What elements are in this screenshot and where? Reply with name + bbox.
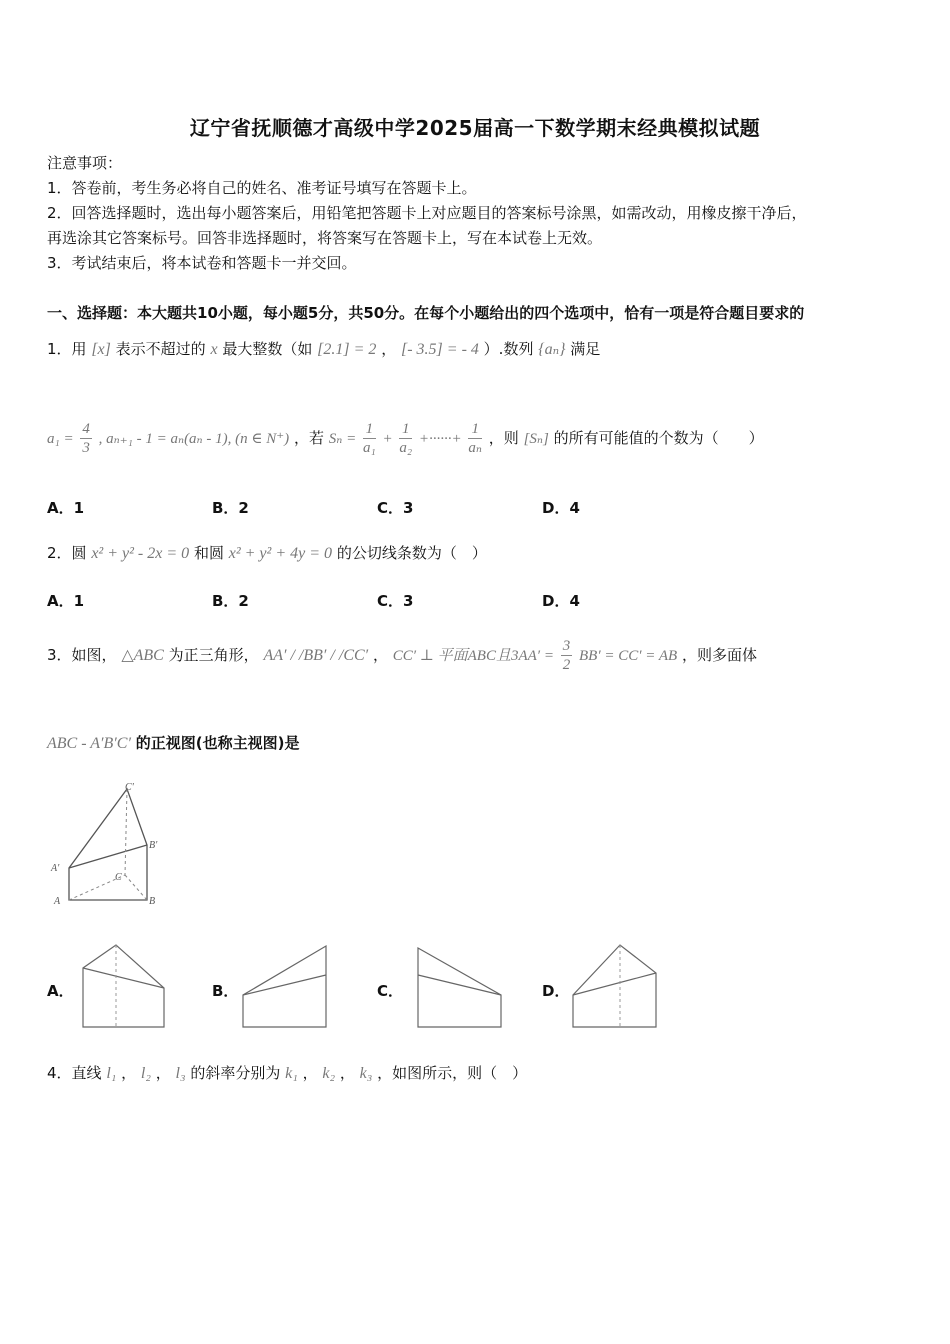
q3-option-b[interactable]: B． — [212, 982, 239, 1000]
q1-math-floor-sn: [Sₙ] — [523, 431, 549, 447]
q4-math-l2: l₂ — [140, 1065, 151, 1082]
question-1-line-1 — [47, 338, 600, 361]
q3-number: 3．如图， — [47, 646, 117, 664]
q3-label-a1: A' — [51, 863, 60, 874]
q3-math-parallel: AA′ / /BB′ / /CC′ — [263, 647, 369, 664]
question-4 — [47, 1062, 527, 1085]
q1-fraction-3-den: aₙ — [468, 440, 482, 456]
q2-option-d[interactable]: D．4 — [542, 592, 580, 610]
q1-math-floor-x: [x] — [91, 341, 111, 358]
q2-text-2: 的公切线条数为（ ） — [336, 544, 487, 562]
q4-math-k3: k₃ — [359, 1065, 373, 1082]
q4-number: 4．直线 — [47, 1064, 102, 1082]
q1-plus-ellipsis: +······+ — [418, 431, 462, 447]
q3-text-3: ，则多面体 — [682, 646, 758, 664]
q3-option-b-edge — [243, 975, 326, 995]
q1-fraction-3 — [468, 420, 482, 457]
q4-math-k2: k₂ — [322, 1065, 336, 1082]
q2-option-b[interactable]: B．2 — [212, 592, 249, 610]
q3-math-condition-1: CC′ ⊥ 平面ABC且3AA′ = — [392, 648, 554, 664]
q1-math-example-2: [- 3.5] = - 4 — [400, 341, 479, 358]
q1-fraction-2 — [399, 420, 412, 457]
question-2 — [47, 542, 487, 565]
q3-label-c1: C' — [125, 782, 134, 793]
q1-fraction-4-3 — [80, 420, 92, 457]
q3-option-a-outline — [83, 945, 164, 1027]
q1-option-c[interactable]: C．3 — [377, 499, 414, 517]
q3-option-a-view[interactable] — [80, 940, 170, 1030]
q3-text-4: 的正视图(也称主视图)是 — [135, 734, 300, 752]
q3-option-b-view[interactable] — [240, 940, 330, 1030]
q3-figure-hidden-cb — [125, 875, 147, 900]
q3-figure-hidden-cc1 — [125, 789, 127, 875]
q2-math-circle-1: x² + y² - 2x = 0 — [91, 545, 190, 562]
q1-text-5: 满足 — [570, 340, 601, 358]
q3-option-d-view[interactable] — [570, 940, 660, 1030]
q2-text-1: 和圆 — [193, 544, 224, 562]
q3-figure-edge-a1-b1 — [69, 845, 147, 868]
q3-option-c[interactable]: C． — [377, 982, 404, 1000]
q3-option-c-edge — [418, 975, 501, 995]
q4-sep-1: ， — [121, 1064, 137, 1082]
q3-option-c-view[interactable] — [415, 940, 505, 1030]
q3-fraction-3-2 — [561, 637, 573, 674]
q4-sep-3: ， — [302, 1064, 318, 1082]
q1-option-a[interactable]: A．1 — [47, 499, 85, 517]
q3-option-b-outline — [243, 946, 326, 1027]
q1-fraction-1-den: a₁ — [362, 440, 376, 456]
q4-sep-4: ， — [339, 1064, 355, 1082]
q3-text-2: ， — [372, 646, 388, 664]
q1-math-x: x — [210, 341, 218, 358]
notice-item-1: 1．答卷前，考生务必将自己的姓名、准考证号填写在答题卡上。 — [47, 179, 477, 197]
notice-heading: 注意事项： — [47, 154, 123, 172]
q1-fraction-4-3-num: 4 — [82, 421, 90, 437]
q1-number: 1．用 — [47, 340, 87, 358]
q3-math-condition-2: BB′ = CC′ = AB — [579, 648, 678, 664]
q4-text-1: 的斜率分别为 — [190, 1064, 281, 1082]
q4-sep-2: ， — [155, 1064, 171, 1082]
question-1-line-2 — [47, 418, 764, 459]
q1-math-sequence: {aₙ} — [538, 341, 566, 358]
question-3-line-1 — [47, 630, 757, 681]
q3-option-d-outline — [573, 945, 656, 1027]
q3-option-c-outline — [418, 948, 501, 1027]
q1-math-a1: a₁ = — [47, 431, 74, 447]
q1-text-1: 表示不超过的 — [115, 340, 206, 358]
q3-fraction-num: 3 — [562, 638, 571, 654]
q1-math-example-1: [2.1] = 2 — [317, 341, 377, 358]
q1-text-2: 最大整数（如 — [222, 340, 313, 358]
q3-label-c: C — [115, 872, 122, 883]
q2-option-c[interactable]: C．3 — [377, 592, 414, 610]
q3-option-a-edge — [83, 968, 164, 988]
q1-text-6: ，若 — [293, 429, 324, 447]
notice-item-3: 3．考试结束后，将本试卷和答题卡一并交回。 — [47, 254, 357, 272]
q4-text-2: ，如图所示，则（ ） — [377, 1064, 528, 1082]
q1-fraction-2-den: a₂ — [399, 440, 413, 456]
q2-number: 2．圆 — [47, 544, 87, 562]
q1-plus-1: + — [382, 431, 393, 447]
q1-fraction-3-num: 1 — [468, 420, 482, 439]
question-3-line-2 — [47, 723, 299, 764]
q3-math-triangle: △ABC — [121, 647, 164, 664]
notice-item-2b: 再选涂其它答案标号。回答非选择题时，将答案写在答题卡上，写在本试卷上无效。 — [47, 229, 603, 247]
q1-option-b[interactable]: B．2 — [212, 499, 249, 517]
section-heading: 一、选择题：本大题共10小题，每小题5分，共50分。在每个小题给出的四个选项中，恰有一项是符合题目要求的 — [47, 304, 805, 322]
q3-polyhedron-figure — [45, 780, 175, 910]
q2-option-a[interactable]: A．1 — [47, 592, 85, 610]
q1-fraction-4-3-den: 3 — [82, 440, 90, 456]
q4-math-l1: l₁ — [106, 1065, 117, 1082]
q3-option-d-edge — [573, 973, 656, 995]
q3-label-a: A — [54, 896, 61, 907]
q3-text-1: 为正三角形， — [168, 646, 259, 664]
q4-math-k1: k₁ — [285, 1065, 298, 1082]
q1-text-3: ， — [381, 340, 397, 358]
page-title: 辽宁省抚顺德才高级中学2025届高一下数学期末经典模拟试题 — [189, 116, 761, 140]
q1-text-8: 的所有可能值的个数为（ ） — [553, 429, 764, 447]
q1-math-sn: Sₙ = — [328, 431, 357, 447]
q3-figure-outline — [69, 789, 147, 900]
q1-fraction-1-num: 1 — [363, 420, 376, 439]
q1-option-d[interactable]: D．4 — [542, 499, 580, 517]
q3-fraction-den: 2 — [562, 657, 571, 673]
q3-label-b1: B' — [149, 840, 158, 851]
q1-fraction-1 — [363, 420, 376, 457]
q3-math-polyhedron: ABC - A′B′C′ — [47, 735, 131, 752]
q4-math-l3: l₃ — [175, 1065, 186, 1082]
notice-item-2a: 2．回答选择题时，选出每小题答案后，用铅笔把答题卡上对应题目的答案标号涂黑，如需改动，用橡皮擦干净后， — [47, 204, 807, 222]
q2-math-circle-2: x² + y² + 4y = 0 — [228, 545, 333, 562]
q3-option-a[interactable]: A． — [47, 982, 74, 1000]
q1-text-4: ）.数列 — [483, 340, 534, 358]
q1-text-7: ，则 — [488, 429, 519, 447]
q1-math-recurrence: , aₙ₊₁ - 1 = aₙ(aₙ - 1), (n ∈ N⁺) — [98, 431, 290, 447]
q3-option-d[interactable]: D． — [542, 982, 570, 1000]
q1-fraction-2-num: 1 — [399, 420, 412, 439]
q3-label-b: B — [149, 896, 156, 907]
